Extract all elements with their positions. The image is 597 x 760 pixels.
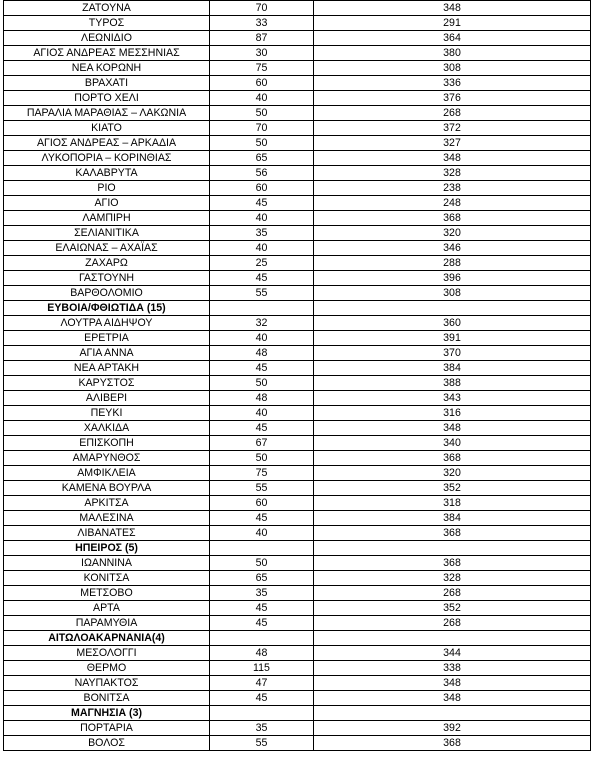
table-row (4, 241, 591, 256)
value-first: 48 (210, 346, 314, 361)
table-row (4, 661, 591, 676)
location-name: ΛΕΩΝΙΔΙΟ (4, 31, 210, 46)
empty-cell (210, 706, 314, 721)
value-first: 35 (210, 721, 314, 736)
table-row (4, 736, 591, 751)
location-name: ΑΓΙΟΣ ΑΝΔΡΕΑΣ ΜΕΣΣΗΝΙΑΣ (4, 46, 210, 61)
value-first: 40 (210, 526, 314, 541)
table-row (4, 181, 591, 196)
table-row (4, 286, 591, 301)
value-first: 60 (210, 76, 314, 91)
table-row (4, 721, 591, 736)
value-first: 50 (210, 556, 314, 571)
table-row (4, 376, 591, 391)
value-second: 268 (314, 106, 591, 121)
empty-cell (210, 631, 314, 646)
location-name: ΛΑΜΠΙΡΗ (4, 211, 210, 226)
table-row (4, 586, 591, 601)
value-second: 338 (314, 661, 591, 676)
location-name: ΓΑΣΤΟΥΝΗ (4, 271, 210, 286)
location-name: ΚΑΜΕΝΑ ΒΟΥΡΛΑ (4, 481, 210, 496)
value-first: 45 (210, 511, 314, 526)
value-first: 45 (210, 601, 314, 616)
value-second: 318 (314, 496, 591, 511)
table-row (4, 616, 591, 631)
table-row (4, 16, 591, 31)
value-first: 65 (210, 571, 314, 586)
location-name: ΠΟΡΤΟ ΧΕΛΙ (4, 91, 210, 106)
location-name: ΠΟΡΤΑΡΙΑ (4, 721, 210, 736)
table-row (4, 556, 591, 571)
location-name: ΕΠΙΣΚΟΠΗ (4, 436, 210, 451)
value-first: 40 (210, 91, 314, 106)
location-name: ΒΑΡΘΟΛΟΜΙΟ (4, 286, 210, 301)
table-row (4, 601, 591, 616)
table-row (4, 451, 591, 466)
value-first: 30 (210, 46, 314, 61)
value-second: 308 (314, 286, 591, 301)
table-row (4, 196, 591, 211)
value-first: 70 (210, 121, 314, 136)
table-row (4, 346, 591, 361)
empty-cell (210, 541, 314, 556)
location-name: ΖΑΧΑΡΩ (4, 256, 210, 271)
value-first: 32 (210, 316, 314, 331)
location-name: ΒΟΝΙΤΣΑ (4, 691, 210, 706)
location-name: ΑΜΦΙΚΛΕΙΑ (4, 466, 210, 481)
table-row (4, 361, 591, 376)
value-second: 384 (314, 511, 591, 526)
location-name: ΖΑΤΟΥΝΑ (4, 1, 210, 16)
table-row (4, 166, 591, 181)
value-second: 328 (314, 166, 591, 181)
locations-table (3, 0, 591, 751)
table-row (4, 481, 591, 496)
value-second: 360 (314, 316, 591, 331)
value-second: 327 (314, 136, 591, 151)
location-name: ΑΡΤΑ (4, 601, 210, 616)
value-second: 396 (314, 271, 591, 286)
value-second: 320 (314, 466, 591, 481)
value-second: 348 (314, 691, 591, 706)
table-row (4, 316, 591, 331)
table-row (4, 526, 591, 541)
location-name: ΒΟΛΟΣ (4, 736, 210, 751)
location-name: ΛΟΥΤΡΑ ΑΙΔΗΨΟΥ (4, 316, 210, 331)
location-name: ΝΕΑ ΑΡΤΑΚΗ (4, 361, 210, 376)
value-second: 352 (314, 481, 591, 496)
value-first: 40 (210, 211, 314, 226)
value-first: 50 (210, 136, 314, 151)
table-row (4, 256, 591, 271)
table-row (4, 511, 591, 526)
table-row (4, 436, 591, 451)
value-first: 87 (210, 31, 314, 46)
table-row (4, 421, 591, 436)
value-second: 346 (314, 241, 591, 256)
value-second: 368 (314, 211, 591, 226)
location-name: ΜΕΤΣΟΒΟ (4, 586, 210, 601)
value-first: 115 (210, 661, 314, 676)
value-first: 45 (210, 196, 314, 211)
value-first: 48 (210, 646, 314, 661)
value-second: 268 (314, 586, 591, 601)
value-second: 348 (314, 421, 591, 436)
table-row (4, 91, 591, 106)
value-first: 50 (210, 451, 314, 466)
table-row (4, 676, 591, 691)
table-row (4, 271, 591, 286)
value-second: 288 (314, 256, 591, 271)
table-row (4, 151, 591, 166)
value-first: 60 (210, 181, 314, 196)
location-name: ΣΕΛΙΑΝΙΤΙΚΑ (4, 226, 210, 241)
table-row (4, 406, 591, 421)
empty-cell (314, 541, 591, 556)
value-second: 372 (314, 121, 591, 136)
table-row (4, 691, 591, 706)
value-first: 45 (210, 691, 314, 706)
location-name: ΠΑΡΑΜΥΘΙΑ (4, 616, 210, 631)
location-name: ΑΡΚΙΤΣΑ (4, 496, 210, 511)
location-name: ΕΡΕΤΡΙΑ (4, 331, 210, 346)
section-header-row (4, 541, 591, 556)
value-second: 364 (314, 31, 591, 46)
value-second: 328 (314, 571, 591, 586)
value-second: 368 (314, 736, 591, 751)
value-second: 308 (314, 61, 591, 76)
location-name: ΚΟΝΙΤΣΑ (4, 571, 210, 586)
location-name: ΜΕΣΟΛΟΓΓΙ (4, 646, 210, 661)
value-first: 50 (210, 106, 314, 121)
value-second: 268 (314, 616, 591, 631)
empty-cell (314, 301, 591, 316)
value-first: 55 (210, 736, 314, 751)
value-second: 316 (314, 406, 591, 421)
value-second: 291 (314, 16, 591, 31)
location-name: ΙΩΑΝΝΙΝΑ (4, 556, 210, 571)
empty-cell (210, 301, 314, 316)
table-row (4, 1, 591, 16)
section-header-row (4, 301, 591, 316)
table-row (4, 466, 591, 481)
value-second: 348 (314, 151, 591, 166)
value-first: 65 (210, 151, 314, 166)
location-name: ΛΥΚΟΠΟΡΙΑ – ΚΟΡΙΝΘΙΑΣ (4, 151, 210, 166)
value-first: 45 (210, 616, 314, 631)
value-first: 45 (210, 271, 314, 286)
table-body (4, 1, 591, 751)
location-name: ΧΑΛΚΙΔΑ (4, 421, 210, 436)
table-row (4, 646, 591, 661)
value-first: 75 (210, 466, 314, 481)
value-second: 368 (314, 451, 591, 466)
location-name: ΜΑΛΕΣΙΝΑ (4, 511, 210, 526)
location-name: ΛΙΒΑΝΑΤΕΣ (4, 526, 210, 541)
location-name: ΝΕΑ ΚΟΡΩΝΗ (4, 61, 210, 76)
value-first: 75 (210, 61, 314, 76)
empty-cell (314, 706, 591, 721)
location-name: ΑΓΙΟΣ ΑΝΔΡΕΑΣ – ΑΡΚΑΔΙΑ (4, 136, 210, 151)
value-second: 368 (314, 556, 591, 571)
table-row (4, 61, 591, 76)
value-second: 340 (314, 436, 591, 451)
value-second: 368 (314, 526, 591, 541)
location-name: ΑΜΑΡΥΝΘΟΣ (4, 451, 210, 466)
value-first: 55 (210, 286, 314, 301)
table-row (4, 391, 591, 406)
location-name: ΘΕΡΜΟ (4, 661, 210, 676)
empty-cell (314, 631, 591, 646)
value-first: 70 (210, 1, 314, 16)
location-name: ΝΑΥΠΑΚΤΟΣ (4, 676, 210, 691)
table-row (4, 46, 591, 61)
table-row (4, 121, 591, 136)
section-title: ΕΥΒΟΙΑ/ΦΘΙΩΤΙΔΑ (15) (4, 301, 210, 316)
location-name: ΚΙΑΤΟ (4, 121, 210, 136)
section-title: ΗΠΕΙΡΟΣ (5) (4, 541, 210, 556)
value-second: 344 (314, 646, 591, 661)
value-first: 25 (210, 256, 314, 271)
value-first: 55 (210, 481, 314, 496)
table-row (4, 211, 591, 226)
table-row (4, 226, 591, 241)
value-first: 67 (210, 436, 314, 451)
value-first: 40 (210, 241, 314, 256)
location-name: ΑΓΙΑ ΑΝΝΑ (4, 346, 210, 361)
location-name: ΚΑΡΥΣΤΟΣ (4, 376, 210, 391)
location-name: ΠΑΡΑΛΙΑ ΜΑΡΑΘΙΑΣ – ΛΑΚΩΝΙΑ (4, 106, 210, 121)
value-second: 380 (314, 46, 591, 61)
value-first: 60 (210, 496, 314, 511)
table-row (4, 496, 591, 511)
value-second: 238 (314, 181, 591, 196)
section-title: ΜΑΓΝΗΣΙΑ (3) (4, 706, 210, 721)
table-row (4, 31, 591, 46)
location-name: ΠΕΥΚΙ (4, 406, 210, 421)
value-second: 248 (314, 196, 591, 211)
value-first: 40 (210, 406, 314, 421)
value-first: 33 (210, 16, 314, 31)
table-row (4, 106, 591, 121)
value-first: 45 (210, 421, 314, 436)
value-first: 35 (210, 586, 314, 601)
table-row (4, 331, 591, 346)
section-header-row (4, 631, 591, 646)
section-header-row (4, 706, 591, 721)
value-second: 391 (314, 331, 591, 346)
value-first: 50 (210, 376, 314, 391)
location-name: ΒΡΑΧΑΤΙ (4, 76, 210, 91)
value-second: 348 (314, 1, 591, 16)
value-second: 370 (314, 346, 591, 361)
value-first: 47 (210, 676, 314, 691)
value-first: 40 (210, 331, 314, 346)
value-second: 376 (314, 91, 591, 106)
value-second: 320 (314, 226, 591, 241)
table-row (4, 136, 591, 151)
location-name: ΕΛΑΙΩΝΑΣ – ΑΧΑΪΑΣ (4, 241, 210, 256)
location-name: ΤΥΡΟΣ (4, 16, 210, 31)
value-second: 336 (314, 76, 591, 91)
value-second: 384 (314, 361, 591, 376)
location-name: ΑΓΙΟ (4, 196, 210, 211)
table-row (4, 571, 591, 586)
value-second: 392 (314, 721, 591, 736)
value-second: 388 (314, 376, 591, 391)
value-second: 348 (314, 676, 591, 691)
value-first: 45 (210, 361, 314, 376)
location-name: ΡΙΟ (4, 181, 210, 196)
value-first: 48 (210, 391, 314, 406)
value-first: 35 (210, 226, 314, 241)
location-name: ΚΑΛΑΒΡΥΤΑ (4, 166, 210, 181)
section-title: ΑΙΤΩΛΟΑΚΑΡΝΑΝΙΑ(4) (4, 631, 210, 646)
value-first: 56 (210, 166, 314, 181)
table-row (4, 76, 591, 91)
value-second: 352 (314, 601, 591, 616)
value-second: 343 (314, 391, 591, 406)
location-name: ΑΛΙΒΕΡΙ (4, 391, 210, 406)
